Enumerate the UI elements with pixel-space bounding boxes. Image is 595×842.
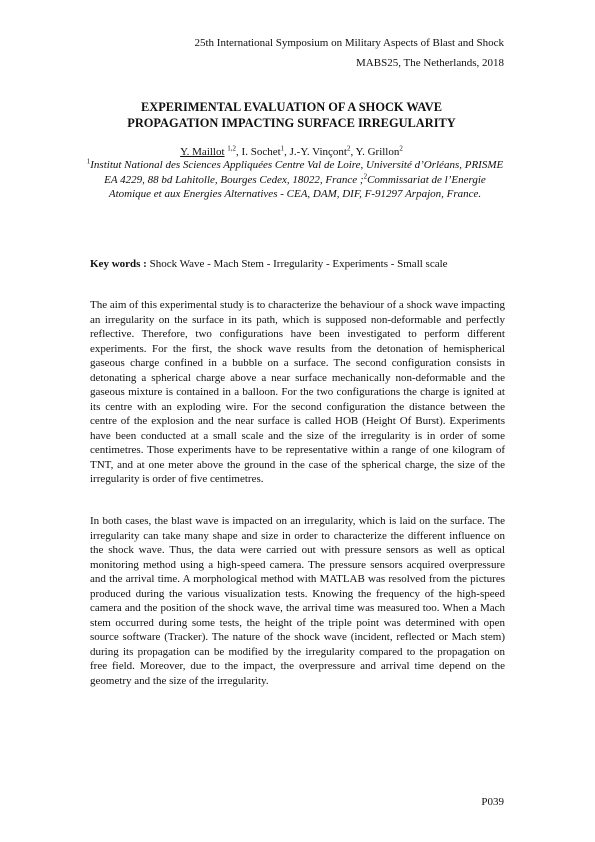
author-affiliation-marker: 2 <box>346 144 351 153</box>
page-number: P039 <box>481 796 504 808</box>
paper-title <box>60 99 523 131</box>
conference-header: 25th International Symposium on Military Aspects of Blast and Shock <box>194 37 504 49</box>
abstract-paragraph: In both cases, the blast wave is impacted on an irregularity, which is laid on the surface. The irregularity can take many shape and size in order to characterize the different influence on the shock wave. Thus, the data were carried out with pressure sensors as well as optical monitoring method using a high-speed camera. The pressure sensors acquired overpressure and the arrival time. A morphological method with MATLAB was resolved from the pictures produced during the various visualization tests. Knowing the frequency of the high-speed camera and the position of the shock wave, the arrival time was measured too. When a Mach stem occurred during some tests, the height of the triple point was determined with open source software (Tracker). The nature of the shock wave (incident, reflected or Mach stem) during its propagation can be modified by the irregularity compared to the propagation on free field. Moreover, due to the impact, the overpressure and arrival time depend on the geometry and the size of the irregularity. <box>90 515 505 687</box>
title-line-1: EXPERIMENTAL EVALUATION OF A SHOCK WAVE <box>141 100 442 114</box>
affiliation-marker: 2 <box>363 171 368 180</box>
abstract-paragraph: The aim of this experimental study is to characterize the behaviour of a shock wave impacting an irregularity on the surface in its path, which is supposed non-deformable and perfectly reflective. Therefore, two configurations have been investigated to perform different experiments. For the first, the shock wave results from the detonation of hemispherical gaseous charge confined in a bubble on a surface. The second configuration consists in detonating a spherical charge above a near surface mechanically non-deformable and the gaseous mixture is contained in a balloon. For the two configurations the charge is ignited at its centre with an exploding wire. For the second configuration the distance between the centre of the explosion and the near surface is called HOB (Height Of Burst). Experiments have been conducted at a small scale and the size of the irregularity is in order of some centimetres. Those experiments have to be representative within a range of one kilogram of TNT, and at one meter above the ground in the case of the spherical charge, the size of the irregularity is order of five centimetres. <box>90 299 505 485</box>
author-name: , J.-Y. Vinçont <box>284 146 347 158</box>
author-affiliation-marker: 2 <box>399 144 403 153</box>
title-line-2: PROPAGATION IMPACTING SURFACE IRREGULARITY <box>127 116 456 130</box>
affiliation-text: Institut National des Sciences Appliquées Centre Val de Loire, Université d’Orléans, PRISME EA 4229, 88 bd Lahitolle, Bourges Cedex, 18022, France ; <box>90 159 504 186</box>
affiliation-marker: 1 <box>86 157 91 166</box>
author-name: , I. Sochet <box>236 146 281 158</box>
affiliation-text: Commissariat de l’Energie Atomique et aux Energies Alternatives - CEA, DAM, DIF, F-91297 Arpajon, France. <box>108 173 486 200</box>
keywords <box>90 258 510 271</box>
affiliations <box>86 158 504 202</box>
keywords-text: Shock Wave - Mach Stem - Irregularity - Experiments - Small scale <box>146 258 448 270</box>
conference-location-header: MABS25, The Netherlands, 2018 <box>356 57 504 69</box>
author-affiliation-marker: 1,2 <box>227 144 237 153</box>
author-name: Y. Maillot <box>180 146 225 158</box>
author-affiliation-marker: 1 <box>280 144 285 153</box>
keywords-label: Key words : <box>90 258 147 270</box>
author-list <box>60 145 523 159</box>
author-name: , Y. Grillon <box>350 146 400 158</box>
